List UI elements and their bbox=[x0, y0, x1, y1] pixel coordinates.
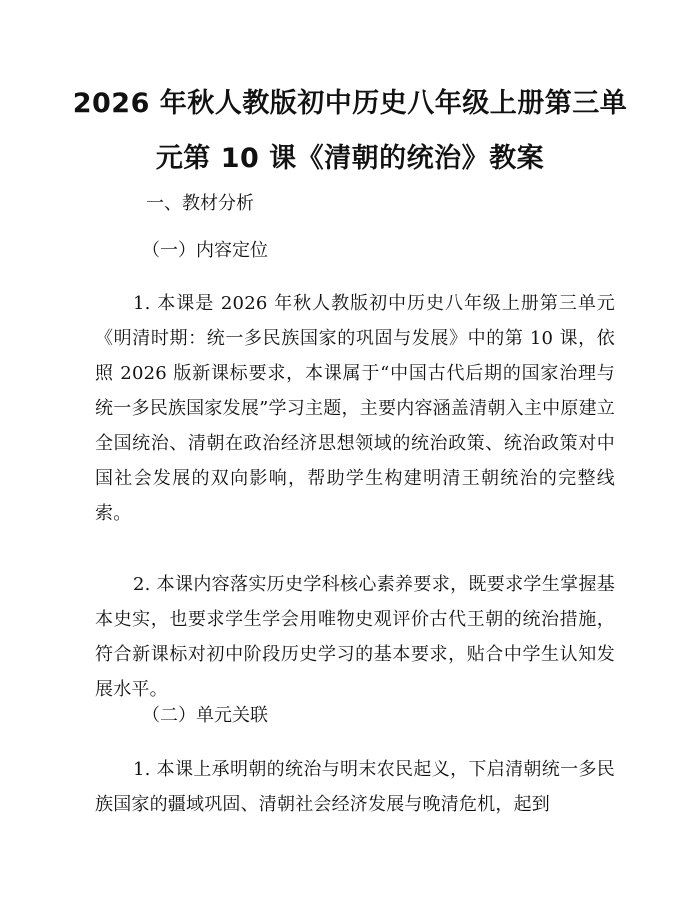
document-title-line-1: 2026 年秋人教版初中历史八年级上册第三单 bbox=[72, 88, 628, 119]
subsection-heading-content-positioning: （一）内容定位 bbox=[142, 240, 268, 261]
section-heading-textbook-analysis: 一、教材分析 bbox=[146, 193, 254, 214]
paragraph-content-positioning-1: 1. 本课是 2026 年秋人教版初中历史八年级上册第三单元《明清时期：统一多民族国家的巩固与发展》中的第 10 课，依照 2026 版新课标要求，本课属于“中国古代后期的国家治理与统一多民族国家发展”学习主题，主要内容涵盖清朝入主中原建立全国统治、清朝在政治经济思想领域的统治政策、统治政策对中国社会发展的双向影响，帮助学生构建明清王朝统治的完整线索。 bbox=[95, 293, 615, 524]
paragraph-unit-connection-1: 1. 本课上承明朝的统治与明末农民起义，下启清朝统一多民族国家的疆域巩固、清朝社会经济发展与晚清危机，起到 bbox=[95, 759, 615, 815]
paragraph-content-positioning-2: 2. 本课内容落实历史学科核心素养要求，既要求学生掌握基本史实，也要求学生学会用唯物史观评价古代王朝的统治措施，符合新课标对初中阶段历史学习的基本要求，贴合中学生认知发展水平。 bbox=[95, 574, 615, 700]
document-title-line-2: 元第 10 课《清朝的统治》教案 bbox=[155, 143, 545, 174]
subsection-heading-unit-connection: （二）单元关联 bbox=[142, 705, 268, 726]
